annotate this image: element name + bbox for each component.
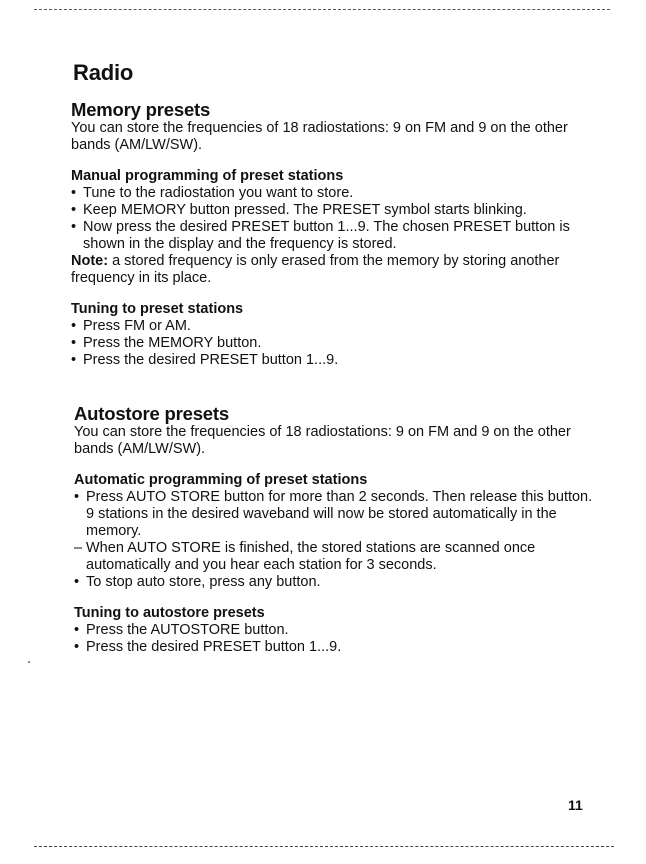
list-item [71, 318, 591, 335]
bottom-rule [34, 846, 614, 847]
manual-programming-list [71, 185, 591, 253]
bullet-marker: • [71, 335, 77, 351]
top-rule [34, 9, 610, 10]
page-number: 11 [568, 797, 583, 813]
list-item [74, 489, 594, 540]
list-item [71, 202, 591, 219]
note-label: Note: [71, 253, 109, 269]
list-item-text: Tune to the radiostation you want to store. [83, 185, 354, 201]
memory-presets-intro: You can store the frequencies of 18 radiostations: 9 on FM and 9 on the other bands (AM/LW/SW). [71, 120, 568, 153]
note-paragraph [71, 253, 591, 287]
list-item [71, 352, 591, 369]
dash-marker: – [74, 540, 83, 556]
list-item [74, 622, 594, 639]
page-title: Radio [73, 60, 134, 85]
list-item-text: Press FM or AM. [83, 318, 191, 334]
list-item [74, 574, 594, 591]
bullet-marker: • [74, 574, 80, 590]
list-item-text: Press the MEMORY button. [83, 335, 262, 351]
manual-programming-heading: Manual programming of preset stations [71, 168, 344, 184]
scan-speck [28, 661, 30, 663]
autostore-presets-intro: You can store the frequencies of 18 radiostations: 9 on FM and 9 on the other bands (AM/LW/SW). [74, 424, 571, 457]
tuning-autostore-heading: Tuning to autostore presets [74, 605, 265, 621]
autostore-presets-heading: Autostore presets [74, 403, 229, 424]
list-item-text: Press the desired PRESET button 1...9. [83, 352, 339, 368]
tuning-preset-heading: Tuning to preset stations [71, 301, 244, 317]
list-item-text: Press the AUTOSTORE button. [86, 622, 289, 638]
list-item [74, 639, 594, 656]
automatic-programming-list [74, 489, 594, 591]
list-item [71, 185, 591, 202]
tuning-preset-list [71, 318, 591, 369]
bullet-marker: • [71, 202, 77, 218]
autostore-presets-section [74, 404, 594, 656]
bullet-marker: • [71, 185, 77, 201]
list-item [71, 335, 591, 352]
note-text: a stored frequency is only erased from the memory by storing another frequency in its place. [71, 253, 560, 286]
automatic-programming-heading: Automatic programming of preset stations [74, 472, 368, 488]
bullet-marker: • [74, 622, 80, 638]
memory-presets-heading: Memory presets [71, 99, 211, 120]
bullet-marker: • [71, 219, 77, 235]
bullet-marker: • [71, 352, 77, 368]
list-item-text: Press AUTO STORE button for more than 2 seconds. Then release this button. 9 stations in the desired waveband will now be stored automatically in the memory. [86, 489, 593, 539]
list-item-text: Now press the desired PRESET button 1...9. The chosen PRESET button is shown in the display and the frequency is stored. [83, 219, 570, 252]
list-item [74, 540, 594, 574]
bullet-marker: • [74, 639, 80, 655]
tuning-autostore-list [74, 622, 594, 656]
bullet-marker: • [74, 489, 80, 505]
list-item-text: Keep MEMORY button pressed. The PRESET symbol starts blinking. [83, 202, 527, 218]
list-item-text: To stop auto store, press any button. [86, 574, 321, 590]
list-item-text: Press the desired PRESET button 1...9. [86, 639, 342, 655]
list-item [71, 219, 591, 253]
memory-presets-section [71, 100, 591, 369]
bullet-marker: • [71, 318, 77, 334]
list-item-text: When AUTO STORE is finished, the stored stations are scanned once automatically and you hear each station for 3 seconds. [86, 540, 536, 573]
